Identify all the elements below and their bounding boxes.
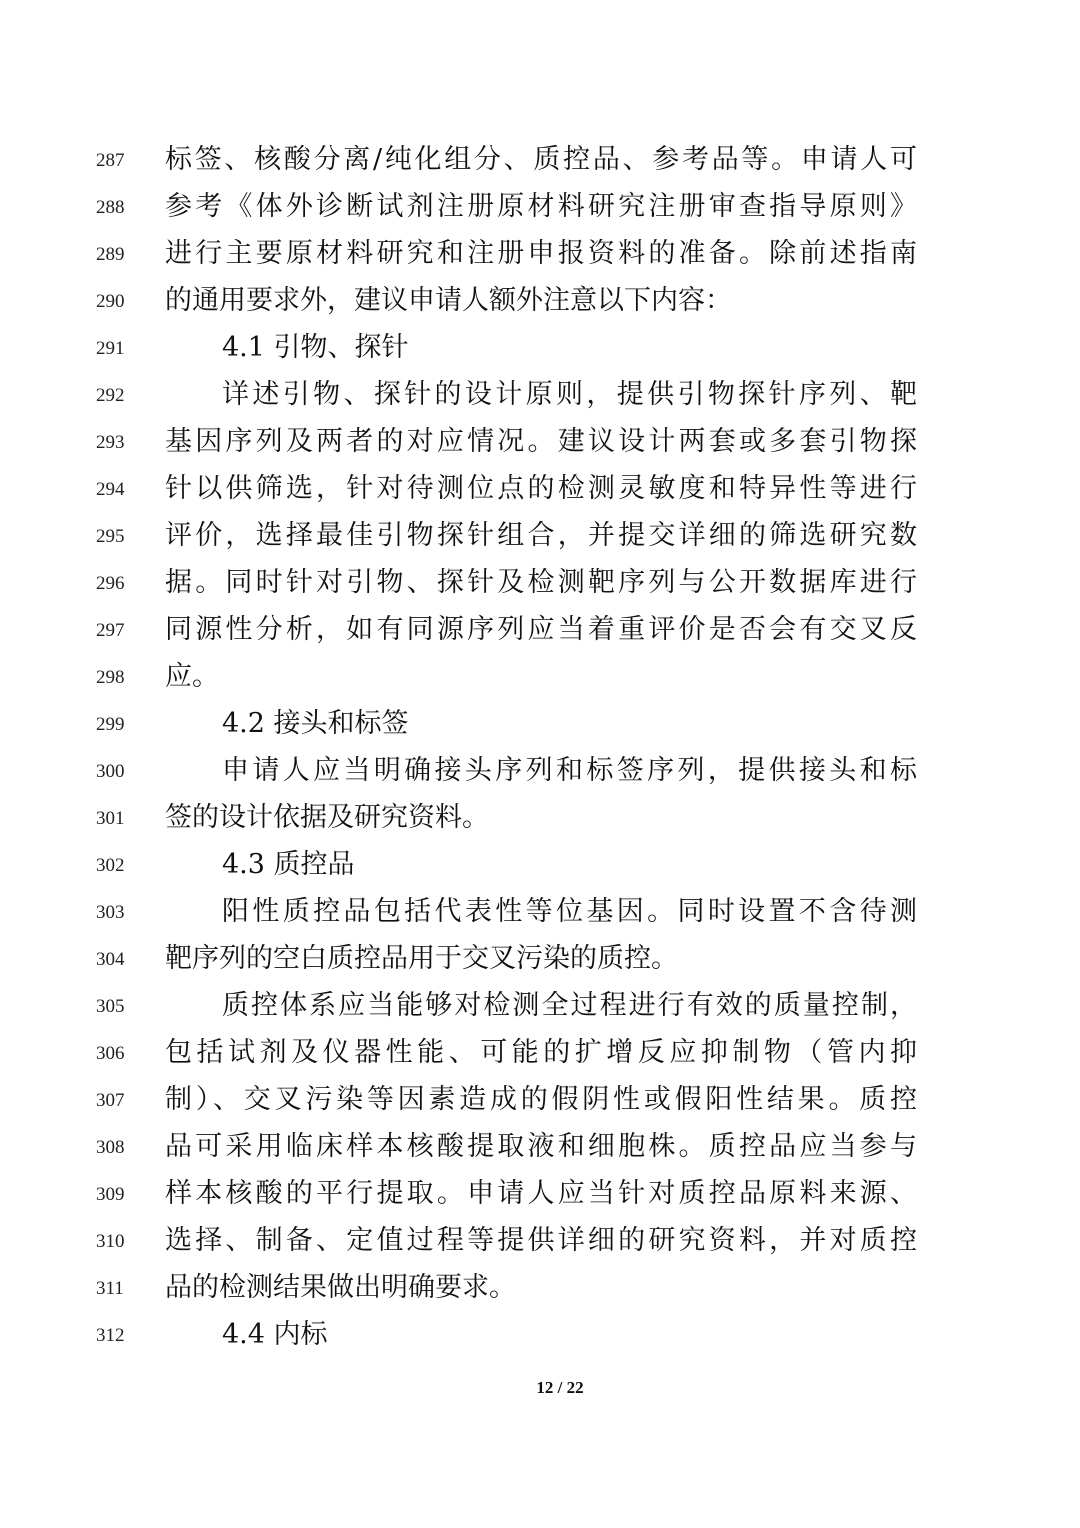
- line-text: 基因序列及两者的对应情况。建议设计两套或多套引物探: [165, 426, 917, 457]
- text-line: [0, 1264, 1080, 1311]
- section-heading-line: [0, 841, 1080, 888]
- text-line: [0, 653, 1080, 700]
- line-number: 297: [96, 620, 125, 641]
- line-number: 295: [96, 526, 125, 547]
- line-text: 品的检测结果做出明确要求。: [165, 1272, 516, 1303]
- line-number: 292: [96, 385, 125, 406]
- text-line: [0, 982, 1080, 1029]
- line-text: 同源性分析，如有同源序列应当着重评价是否会有交叉反: [165, 614, 917, 645]
- section-heading: 4.4 内标: [222, 1319, 328, 1350]
- line-number: 310: [96, 1231, 125, 1252]
- line-text: 包括试剂及仪器性能、可能的扩增反应抑制物（管内抑: [165, 1037, 917, 1068]
- line-text: 申请人应当明确接头序列和标签序列，提供接头和标: [222, 755, 917, 786]
- line-number: 309: [96, 1184, 125, 1205]
- line-text: 据。同时针对引物、探针及检测靶序列与公开数据库进行: [165, 567, 917, 598]
- line-text: 的通用要求外，建议申请人额外注意以下内容：: [165, 285, 732, 316]
- line-number: 304: [96, 949, 125, 970]
- text-line: [0, 183, 1080, 230]
- text-line: [0, 606, 1080, 653]
- page-number: 12 / 22: [536, 1378, 584, 1397]
- line-number: 308: [96, 1137, 125, 1158]
- text-line: [0, 1170, 1080, 1217]
- text-line: [0, 512, 1080, 559]
- line-text: 品可采用临床样本核酸提取液和细胞株。质控品应当参与: [165, 1131, 917, 1162]
- line-text: 样本核酸的平行提取。申请人应当针对质控品原料来源、: [165, 1178, 917, 1209]
- line-number: 287: [96, 150, 125, 171]
- line-text: 质控体系应当能够对检测全过程进行有效的质量控制，: [222, 990, 917, 1021]
- text-line: [0, 935, 1080, 982]
- text-line: [0, 1076, 1080, 1123]
- section-heading-line: [0, 324, 1080, 371]
- line-number: 289: [96, 244, 125, 265]
- text-line: [0, 1217, 1080, 1264]
- text-line: [0, 371, 1080, 418]
- line-number: 293: [96, 432, 125, 453]
- line-number: 305: [96, 996, 125, 1017]
- line-number: 300: [96, 761, 125, 782]
- line-number: 306: [96, 1043, 125, 1064]
- line-number: 307: [96, 1090, 125, 1111]
- text-line: [0, 230, 1080, 277]
- line-text: 阳性质控品包括代表性等位基因。同时设置不含待测: [222, 896, 917, 927]
- line-text: 制）、交叉污染等因素造成的假阴性或假阳性结果。质控: [165, 1084, 917, 1115]
- line-number: 301: [96, 808, 125, 829]
- text-line: [0, 136, 1080, 183]
- line-text: 评价，选择最佳引物探针组合，并提交详细的筛选研究数: [165, 520, 917, 551]
- line-text: 针以供筛选，针对待测位点的检测灵敏度和特异性等进行: [165, 473, 917, 504]
- line-text: 进行主要原材料研究和注册申报资料的准备。除前述指南: [165, 238, 917, 269]
- line-number: 303: [96, 902, 125, 923]
- text-line: [0, 1123, 1080, 1170]
- line-text: 参考《体外诊断试剂注册原材料研究注册审查指导原则》: [165, 191, 917, 222]
- line-number: 311: [96, 1278, 124, 1299]
- line-text: 详述引物、探针的设计原则，提供引物探针序列、靶: [222, 379, 917, 410]
- text-line: [0, 1029, 1080, 1076]
- line-number: 299: [96, 714, 125, 735]
- line-number: 296: [96, 573, 125, 594]
- line-number: 302: [96, 855, 125, 876]
- line-number: 298: [96, 667, 125, 688]
- line-text: 标签、核酸分离/纯化组分、质控品、参考品等。申请人可: [165, 144, 917, 175]
- text-line: [0, 794, 1080, 841]
- text-line: [0, 277, 1080, 324]
- section-heading-line: [0, 700, 1080, 747]
- line-number: 288: [96, 197, 125, 218]
- line-number: 290: [96, 291, 125, 312]
- line-number: 291: [96, 338, 125, 359]
- text-line: [0, 888, 1080, 935]
- section-heading: 4.3 质控品: [222, 849, 355, 880]
- text-line: [0, 418, 1080, 465]
- section-heading-line: [0, 1311, 1080, 1358]
- line-text: 签的设计依据及研究资料。: [165, 802, 489, 833]
- line-text: 靶序列的空白质控品用于交叉污染的质控。: [165, 943, 678, 974]
- line-number: 312: [96, 1325, 125, 1346]
- text-line: [0, 747, 1080, 794]
- line-text: 应。: [165, 661, 219, 692]
- section-heading: 4.1 引物、探针: [222, 332, 409, 363]
- text-line: [0, 465, 1080, 512]
- section-heading: 4.2 接头和标签: [222, 708, 409, 739]
- line-text: 选择、制备、定值过程等提供详细的研究资料，并对质控: [165, 1225, 917, 1256]
- text-line: [0, 559, 1080, 606]
- line-number: 294: [96, 479, 125, 500]
